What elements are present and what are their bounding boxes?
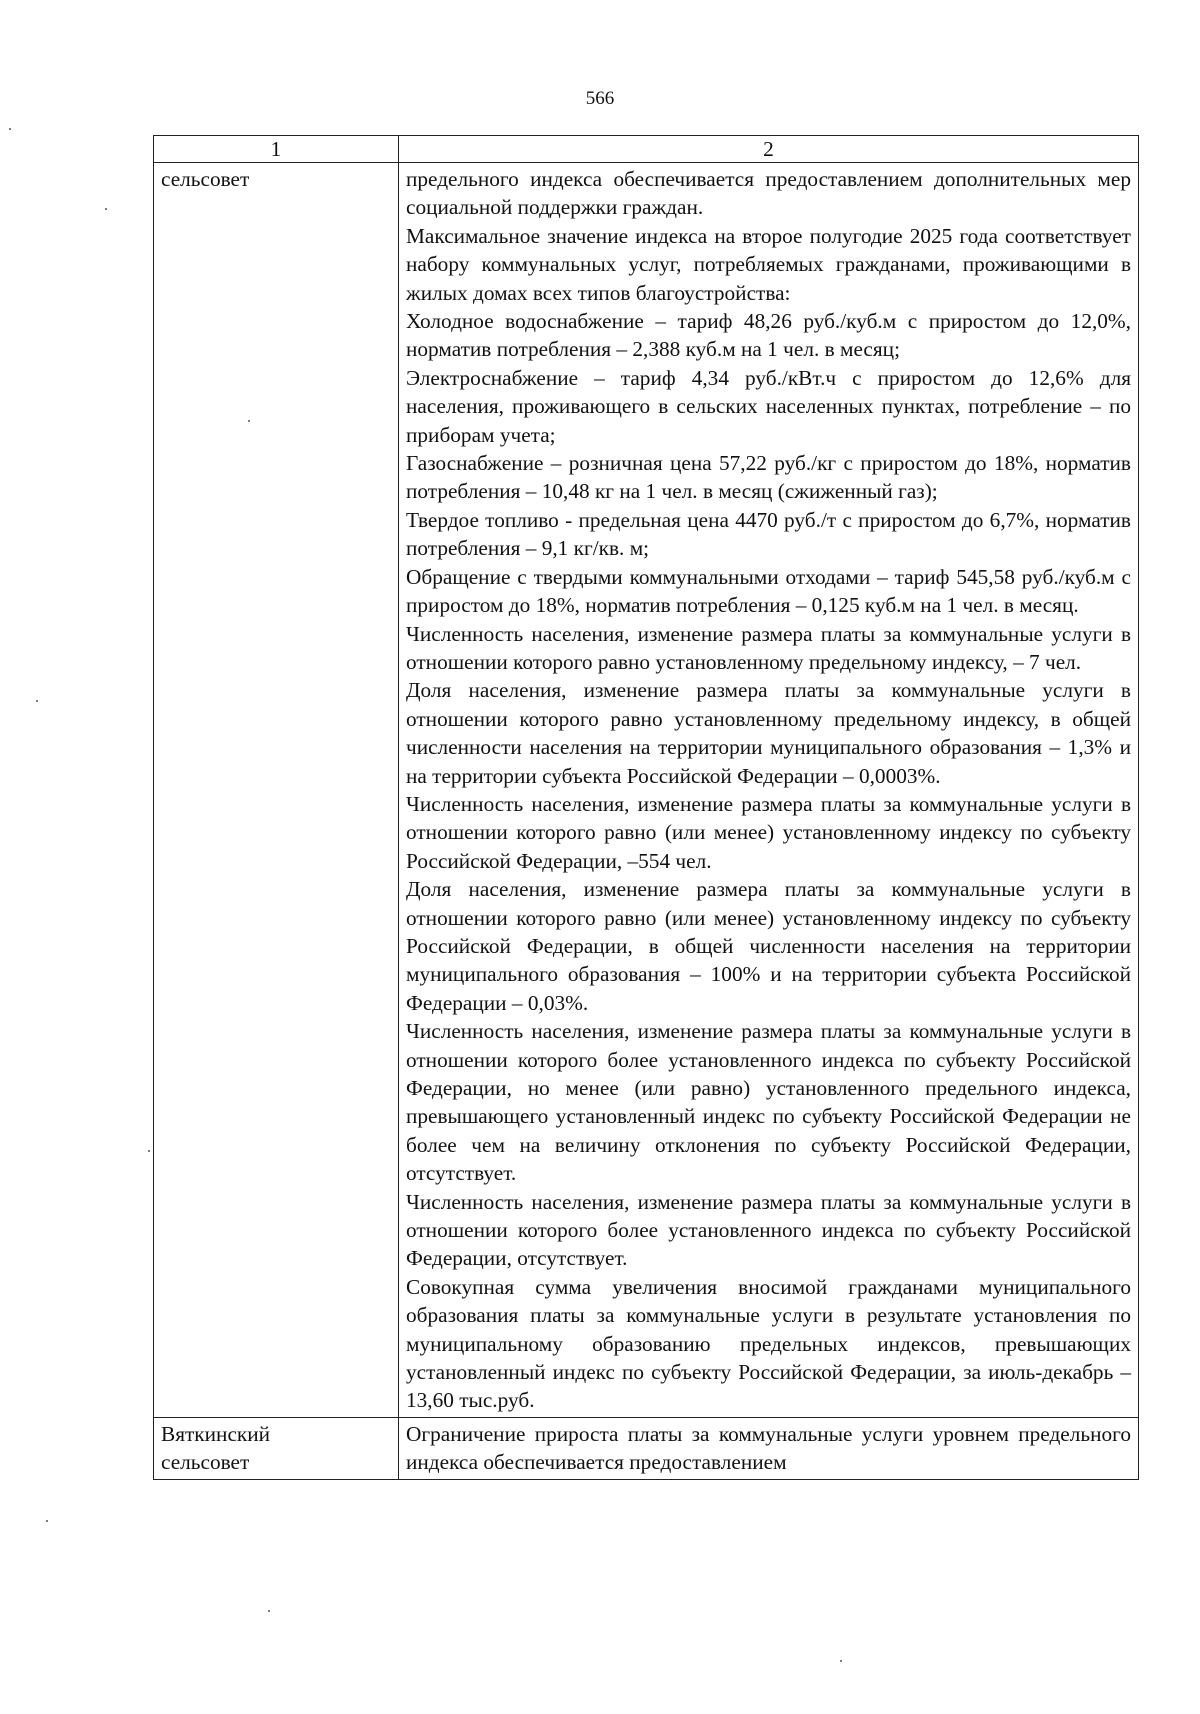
- scan-speck: [105, 208, 107, 210]
- paragraph: Доля населения, изменение размера платы за коммунальные услуги в отношении которого равно (или менее) установленному индексу по субъекту Российской Федерации, в общей численности населения на территории муниципального образования – 100% и на территории субъекта Российской Федерации – 0,03%.: [406, 877, 1131, 1015]
- municipality-name-line: сельсовет: [161, 1450, 250, 1475]
- paragraph: Холодное водоснабжение – тариф 48,26 руб./куб.м с приростом до 12,0%, норматив потребления – 2,388 куб.м на 1 чел. в месяц;: [406, 309, 1131, 362]
- paragraph: Доля населения, изменение размера платы за коммунальные услуги в отношении которого равно установленному предельному индексу, в общей численности населения на территории муниципального образования – 1,3% и на территории субъекта Российской Федерации – 0,0003%.: [406, 678, 1131, 788]
- paragraph: Численность населения, изменение размера платы за коммунальные услуги в отношении которого равно (или менее) установленному индексу по субъекту Российской Федерации, –554 чел.: [406, 791, 1131, 873]
- page-number: 566: [585, 88, 615, 109]
- table-row: [154, 1417, 1139, 1479]
- paragraph: Газоснабжение – розничная цена 57,22 руб./кг с приростом до 18%, норматив потребления – 10,48 кг на 1 чел. в месяц (сжиженный газ);: [406, 451, 1131, 504]
- paragraph: Численность населения, изменение размера платы за коммунальные услуги в отношении которого более установленного индекса по субъекту Российской Федерации, но менее (или равно) установленного предельного индекса, превышающего установленный индекс по субъекту Российской Федерации не более чем на величину отклонения по субъекту Российской Федерации, отсутствует.: [406, 1019, 1131, 1186]
- scan-speck: [268, 1610, 270, 1612]
- table-header-row: [154, 136, 1139, 163]
- column-header-2: 2: [399, 136, 1139, 163]
- document-table: [153, 135, 1139, 1480]
- municipality-name-line: Вяткинский: [161, 1421, 271, 1446]
- paragraph: Максимальное значение индекса на второе полугодие 2025 года соответствует набору коммунальных услуг, потребляемых гражданами, проживающими в жилых домах всех типов благоустройства:: [406, 223, 1131, 305]
- paragraph: предельного индекса обеспечивается предоставлением дополнительных мер социальной поддержки граждан.: [406, 167, 1131, 220]
- scan-speck: [36, 700, 38, 702]
- description-cell: [399, 163, 1139, 1418]
- municipality-name: сельсовет: [161, 167, 250, 191]
- paragraph: Совокупная сумма увеличения вносимой гражданами муниципального образования платы за коммунальные услуги в результате установления по муниципальному образованию предельных индексов, превышающих установленный индекс по субъекту Российской Федерации, за июль-декабрь – 13,60 тыс.руб.: [406, 1274, 1131, 1413]
- paragraph: Ограничение прироста платы за коммунальные услуги уровнем предельного индекса обеспечивается предоставлением: [406, 1421, 1131, 1475]
- table-row: [154, 163, 1139, 1418]
- scan-speck: [46, 1520, 48, 1522]
- municipality-cell: [154, 1417, 399, 1479]
- municipality-cell: [154, 163, 399, 1418]
- description-cell: [399, 1417, 1139, 1479]
- scan-speck: [248, 420, 250, 422]
- scan-speck: [148, 1150, 150, 1152]
- paragraph: Численность населения, изменение размера платы за коммунальные услуги в отношении которого более установленного индекса по субъекту Российской Федерации, отсутствует.: [406, 1189, 1131, 1271]
- scan-speck: [9, 128, 11, 130]
- paragraph: Электроснабжение – тариф 4,34 руб./кВт.ч с приростом до 12,6% для населения, проживающего в сельских населенных пунктах, потребление – по приборам учета;: [406, 365, 1131, 447]
- paragraph: Обращение с твердыми коммунальными отходами – тариф 545,58 руб./куб.м с приростом до 18%, норматив потребления – 0,125 куб.м на 1 чел. в месяц.: [406, 564, 1131, 618]
- paragraph: Численность населения, изменение размера платы за коммунальные услуги в отношении которого равно установленному предельному индексу, – 7 чел.: [406, 621, 1131, 674]
- column-header-1: 1: [154, 136, 399, 163]
- paragraph: Твердое топливо - предельная цена 4470 руб./т с приростом до 6,7%, норматив потребления – 9,1 кг/кв. м;: [406, 507, 1131, 561]
- scan-speck: [840, 1660, 842, 1662]
